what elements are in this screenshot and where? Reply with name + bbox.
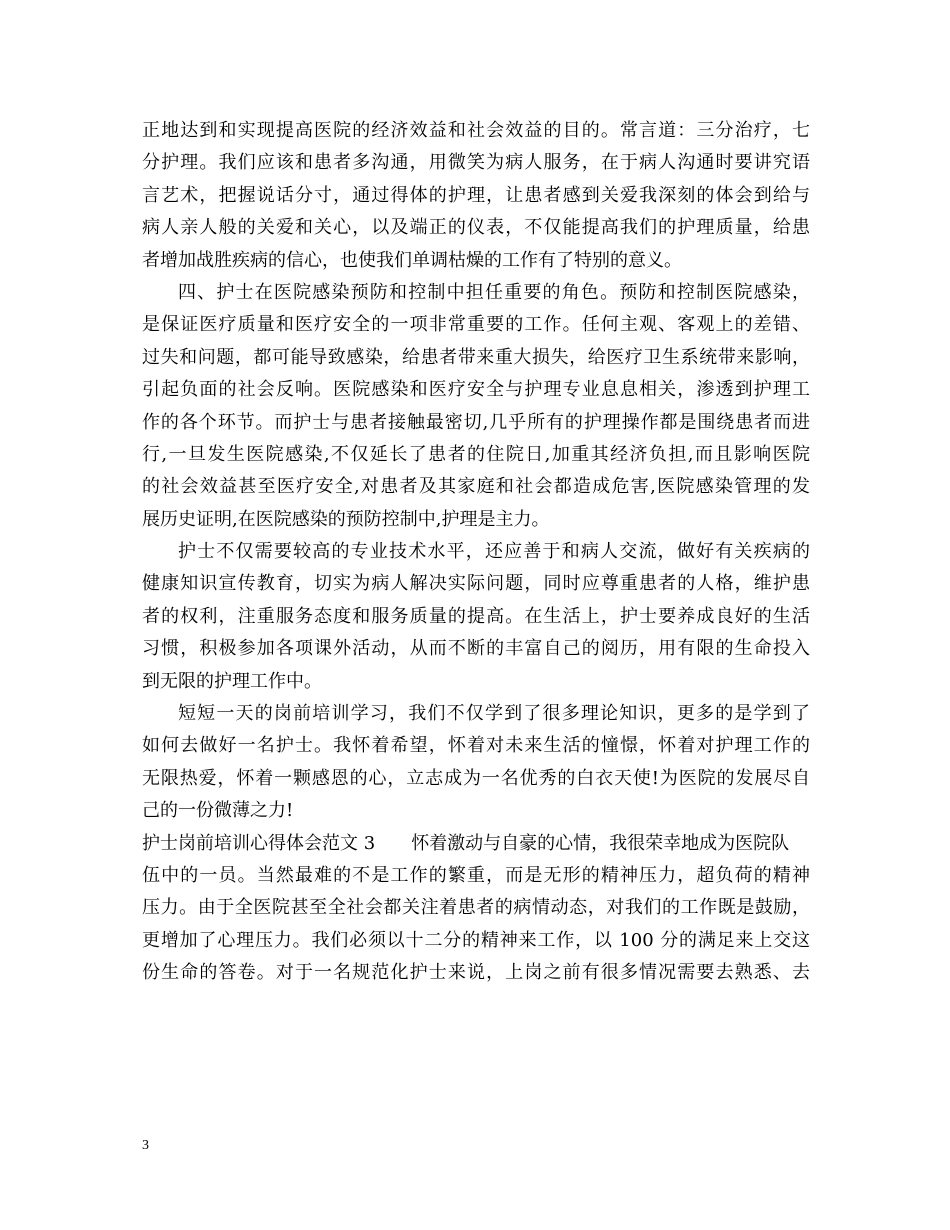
text-line: 的社会效益甚至医疗安全,对患者及其家庭和社会都造成危害,医院感染管理的发 bbox=[142, 476, 810, 498]
text-line: 短短一天的岗前培训学习，我们不仅学到了很多理论知识，更多的是学到了 bbox=[178, 703, 810, 725]
page-number: 3 bbox=[142, 1138, 149, 1153]
text-line: 展历史证明,在医院感染的预防控制中,护理是主力。 bbox=[142, 508, 550, 530]
text-line: 健康知识宣传教育，切实为病人解决实际问题，同时应尊重患者的人格，维护患 bbox=[142, 573, 810, 595]
text-line: 习惯，积极参加各项课外活动，从而不断的丰富自己的阅历，用有限的生命投入 bbox=[142, 638, 810, 660]
section-heading-line bbox=[142, 828, 810, 860]
text-line: 压力。由于全医院甚至全社会都关注着患者的病情动态，对我们的工作既是鼓励， bbox=[142, 897, 810, 919]
text-line: 引起负面的社会反响。医院感染和医疗安全与护理专业息息相关，渗透到护理工 bbox=[142, 379, 810, 401]
text-line: 分护理。我们应该和患者多沟通，用微笑为病人服务，在于病人沟通时要讲究语 bbox=[142, 152, 810, 174]
text-line: 四、护士在医院感染预防和控制中担任重要的角色。预防和控制医院感染， bbox=[178, 281, 810, 303]
section-heading: 护士岗前培训心得体会范文 3 bbox=[142, 832, 376, 854]
text-line: 者增加战胜疾病的信心，也使我们单调枯燥的工作有了特别的意义。 bbox=[142, 249, 682, 271]
text-line: 到无限的护理工作中。 bbox=[142, 670, 322, 692]
text-line: 如何去做好一名护士。我怀着希望，怀着对未来生活的憧憬，怀着对护理工作的 bbox=[142, 735, 810, 757]
text-line: 言艺术，把握说话分寸，通过得体的护理，让患者感到关爱我深刻的体会到给与 bbox=[142, 184, 810, 206]
text-line: 病人亲人般的关爱和关心，以及端正的仪表，不仅能提高我们的护理质量，给患 bbox=[142, 217, 810, 239]
text-line: 伍中的一员。当然最难的不是工作的繁重，而是无形的精神压力，超负荷的精神 bbox=[142, 864, 810, 886]
text-line: 己的一份微薄之力! bbox=[142, 800, 294, 822]
text-line: 份生命的答卷。对于一名规范化护士来说，上岗之前有很多情况需要去熟悉、去 bbox=[142, 962, 810, 984]
text-line: 无限热爱，怀着一颗感恩的心，立志成为一名优秀的白衣天使!为医院的发展尽自 bbox=[142, 767, 810, 789]
document-body bbox=[142, 115, 810, 990]
text-line: 护士不仅需要较高的专业技术水平，还应善于和病人交流，做好有关疾病的 bbox=[178, 541, 810, 563]
text-line: 过失和问题，都可能导致感染，给患者带来重大损失，给医疗卫生系统带来影响， bbox=[142, 346, 810, 368]
text-line: 正地达到和实现提高医院的经济效益和社会效益的目的。常言道：三分治疗，七 bbox=[142, 120, 810, 141]
text-line: 更增加了心理压力。我们必须以十二分的精神来工作，以 100 分的满足来上交这 bbox=[142, 929, 810, 951]
text-line: 者的权利，注重服务态度和服务质量的提高。在生活上，护士要养成良好的生活 bbox=[142, 605, 810, 627]
text-line: 行,一旦发生医院感染,不仅延长了患者的住院日,加重其经济负担,而且影响医院 bbox=[142, 443, 810, 465]
text-line: 怀着激动与自豪的心情，我很荣幸地成为医院队 bbox=[411, 832, 790, 854]
text-line: 作的各个环节。而护士与患者接触最密切,几乎所有的护理操作都是围绕患者而进 bbox=[142, 411, 810, 433]
text-line: 是保证医疗质量和医疗安全的一项非常重要的工作。任何主观、客观上的差错、 bbox=[142, 314, 810, 336]
